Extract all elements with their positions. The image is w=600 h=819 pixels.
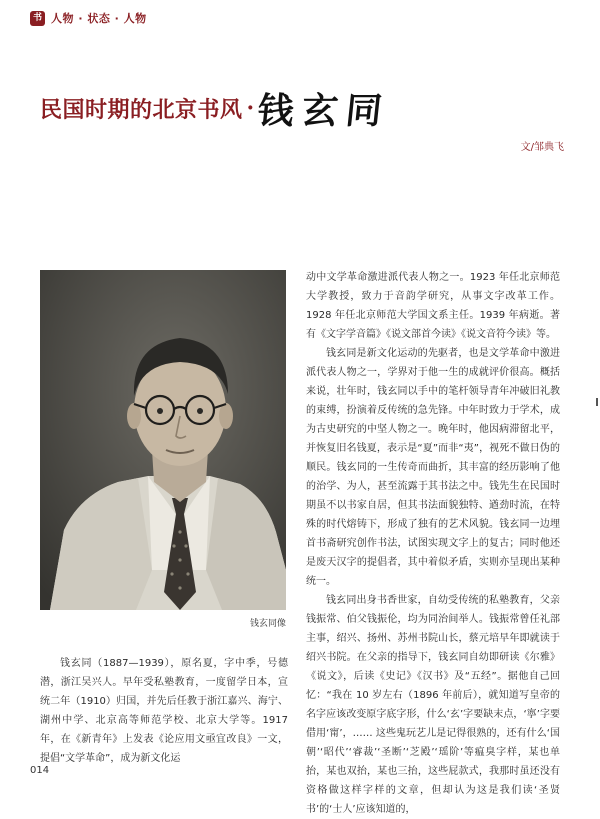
text-column-right bbox=[306, 268, 560, 819]
photo-caption: 钱玄同像 bbox=[249, 619, 286, 629]
paragraph: 动中文学革命激进派代表人物之一。1923 年任北京师范大学教授，致力于音韵学研究，从事文字改革工作。1928 年任北京师范大学国文系主任。1939 年病逝。著有《文字学音篇》《说文部首今读》《说文音符今读》等。 bbox=[306, 272, 560, 340]
section-logo-icon: 书 bbox=[30, 11, 45, 26]
portrait-photo bbox=[40, 270, 286, 610]
article-title bbox=[40, 86, 393, 132]
title-separator: · bbox=[246, 95, 255, 121]
paragraph: 钱玄同出身书香世家，自幼受传统的私塾教育，父亲钱振常、伯父钱振伦，均为同治间举人。钱振常曾任礼部主事，绍兴、扬州、苏州书院山长，蔡元培早年即就读于绍兴书院。在父亲的指导下，钱玄同自幼即研读《尔雅》《说文》，后读《史记》《汉书》及“五经”。据他自己回忆：“我在 10 岁左右（1896 年前后），就知道写皇帝的名字应该改变原字底字形，什么‘玄’字要缺末点，‘寧’字要借用‘甯’，…… 这些鬼玩艺儿是记得很熟的，还有什么‘国朝’‘昭代’‘睿裁’‘圣断’‘芝殿’‘瑶阶’等瘟臭字样，某也单抬，某也双抬，某也三抬，这些屁款式，我那时虽还没有资格做这样字样的文章，但却认为这是我们读‘圣贤书’的‘士人’应该知道的， bbox=[306, 595, 560, 815]
portrait-illustration bbox=[40, 270, 286, 610]
section-label: 人物 · 状态 · 人物 bbox=[51, 12, 147, 25]
paragraph: 钱玄同是新文化运动的先驱者，也是文学革命中激进派代表人物之一，学界对于他一生的成就评价很高。概括来说，壮年时，钱玄同以手中的笔杆领导青年冲破旧礼教的束缚，扮演着反传统的急先锋。中年时致力于学术，成为古史研究的中坚人物之一。晚年时，他因病滞留北平，并恢复旧名钱夏，表示是“夏”而非“夷”，视死不做日伪的顺民。钱玄同的一生传奇而曲折，其丰富的经历影响了他的治学、为人，甚至流露于其书法之中。钱先生在民国时期虽不以书家自居，但其书法面貌独特、遒劲时流，在特殊的时代熔铸下，形成了独有的艺术风貌。钱玄同一边埋首书斋研究创作书法，试图实现文字上的复古；同时他还是废天汉字的提倡者，其中着似矛盾，实则亦呈现出某种统一。 bbox=[306, 348, 560, 587]
title-calligraphy-name: 钱玄同 bbox=[255, 89, 393, 132]
title-main: 民国时期的北京书风 bbox=[40, 96, 243, 123]
paragraph: 钱玄同（1887—1939），原名夏，字中季，号德潜，浙江吴兴人。早年受私塾教育，一度留学日本，宣统二年（1910）归国，并先后任教于浙江嘉兴、海宁、湖州中学、北京高等师范学校、北京大学等。1917 年，在《新青年》上发表《论应用文亟宜改良》一文，提倡“文学革命”，成为新文化运 bbox=[40, 658, 288, 764]
text-column-left bbox=[40, 654, 288, 768]
page-number: 014 bbox=[30, 765, 50, 776]
author-byline: 文/邹典飞 bbox=[520, 142, 564, 153]
page-edge-mark bbox=[596, 398, 598, 406]
running-header bbox=[30, 8, 147, 28]
